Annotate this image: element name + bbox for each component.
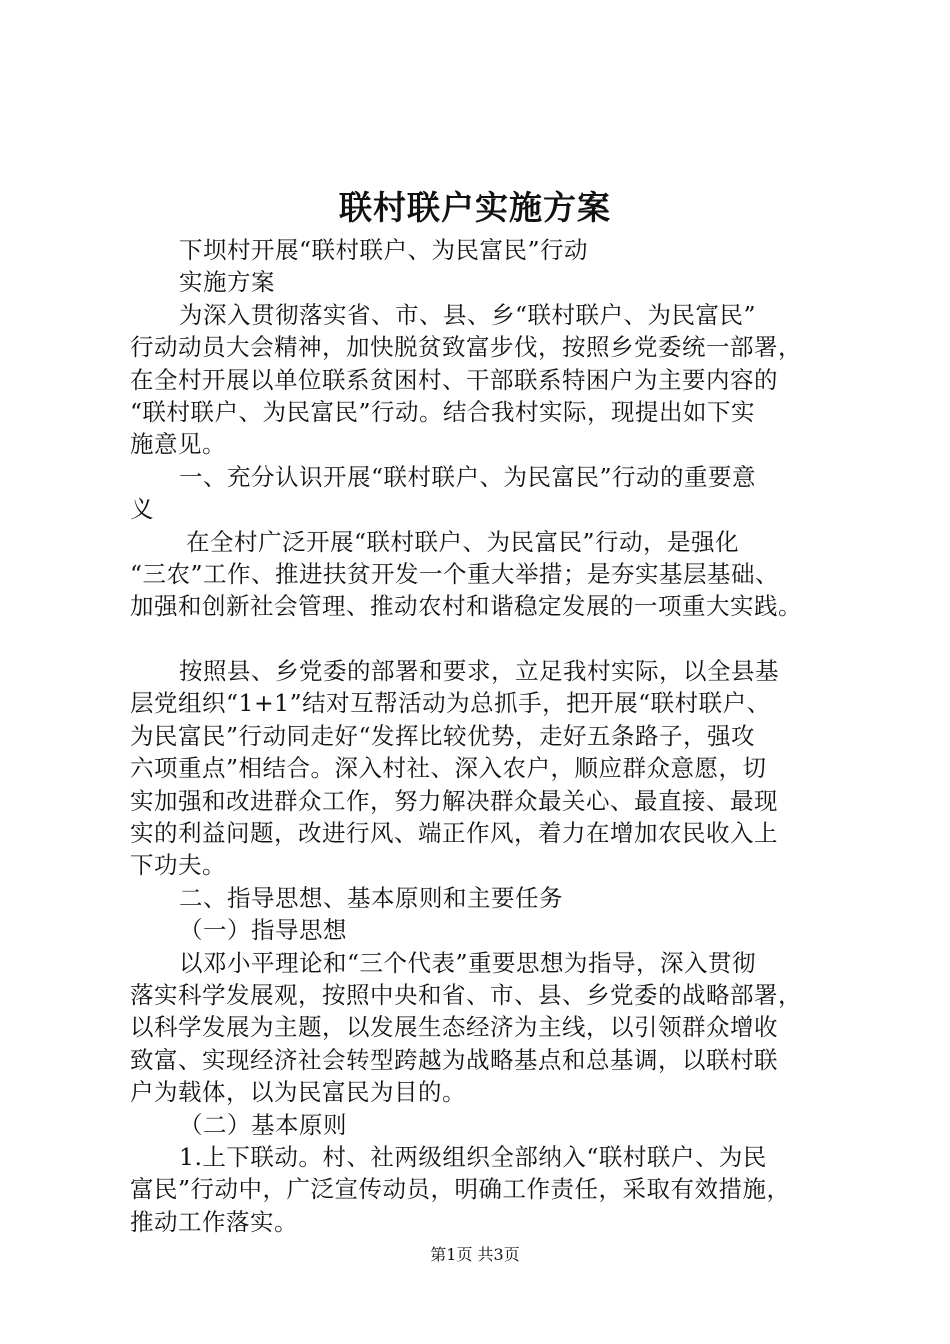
body-line: 以科学发展为主题，以发展生态经济为主线，以引领群众增收 <box>130 1013 778 1042</box>
document-title: 联村联户实施方案 <box>339 188 611 227</box>
body-line: 施意见。 <box>130 430 226 459</box>
body-line: “三农”工作、推进扶贫开发一个重大举措；是夯实基层基础、 <box>130 559 780 588</box>
blank-line <box>130 623 845 655</box>
body-line: 行动动员大会精神，加快脱贫致富步伐，按照乡党委统一部署， <box>130 333 802 362</box>
body-line: 六项重点”相结合。深入村社、深入农户，顺应群众意愿，切 <box>130 754 767 783</box>
body-line: 为民富民”行动同走好“发挥比较优势，走好五条路子，强攻 <box>130 721 756 750</box>
body-line: 户为载体，以为民富民为目的。 <box>130 1078 466 1107</box>
body-line: （一）指导思想 <box>179 916 347 945</box>
body-line: 实施方案 <box>179 268 275 297</box>
page-footer: 第1页 共3页 <box>430 1245 520 1264</box>
body-line: 义 <box>130 495 154 524</box>
body-line: 下功夫。 <box>130 851 226 880</box>
body-line: 1.上下联动。村、社两级组织全部纳入“联村联户、为民 <box>179 1142 767 1171</box>
body-line: 在全村开展以单位联系贫困村、干部联系特困户为主要内容的 <box>130 365 778 394</box>
body-line: 以邓小平理论和“三个代表”重要思想为指导，深入贯彻 <box>179 948 757 977</box>
body-line: 层党组织“1+1”结对互帮活动为总抓手，把开展“联村联户、 <box>130 689 771 718</box>
body-line: 推动工作落实。 <box>130 1207 298 1236</box>
body-line: 为深入贯彻落实省、市、县、乡“联村联户、为民富民” <box>179 300 757 329</box>
body-line: （二）基本原则 <box>179 1110 347 1139</box>
body-line: 落实科学发展观，按照中央和省、市、县、乡党委的战略部署， <box>130 980 802 1009</box>
body-line: 富民”行动中，广泛宣传动员，明确工作责任，采取有效措施， <box>130 1175 791 1204</box>
body-line: 加强和创新社会管理、推动农村和谐稳定发展的一项重大实践。 <box>130 592 802 621</box>
document-body <box>130 234 845 1238</box>
body-line: “联村联户、为民富民”行动。结合我村实际，现提出如下实 <box>130 397 756 426</box>
body-line: 二、指导思想、基本原则和主要任务 <box>179 883 563 912</box>
body-line: 实的利益问题，改进行风、端正作风，着力在增加农民收入上 <box>130 819 778 848</box>
body-line: 致富、实现经济社会转型跨越为战略基点和总基调，以联村联 <box>130 1045 778 1074</box>
body-line: 一、充分认识开展“联村联户、为民富民”行动的重要意 <box>179 462 757 491</box>
body-line: 按照县、乡党委的部署和要求，立足我村实际，以全县基 <box>179 657 779 686</box>
body-line: 实加强和改进群众工作，努力解决群众最关心、最直接、最现 <box>130 786 778 815</box>
body-line: 在全村广泛开展“联村联户、为民富民”行动，是强化 <box>186 527 740 556</box>
body-line: 下坝村开展“联村联户、为民富民”行动 <box>179 236 589 264</box>
